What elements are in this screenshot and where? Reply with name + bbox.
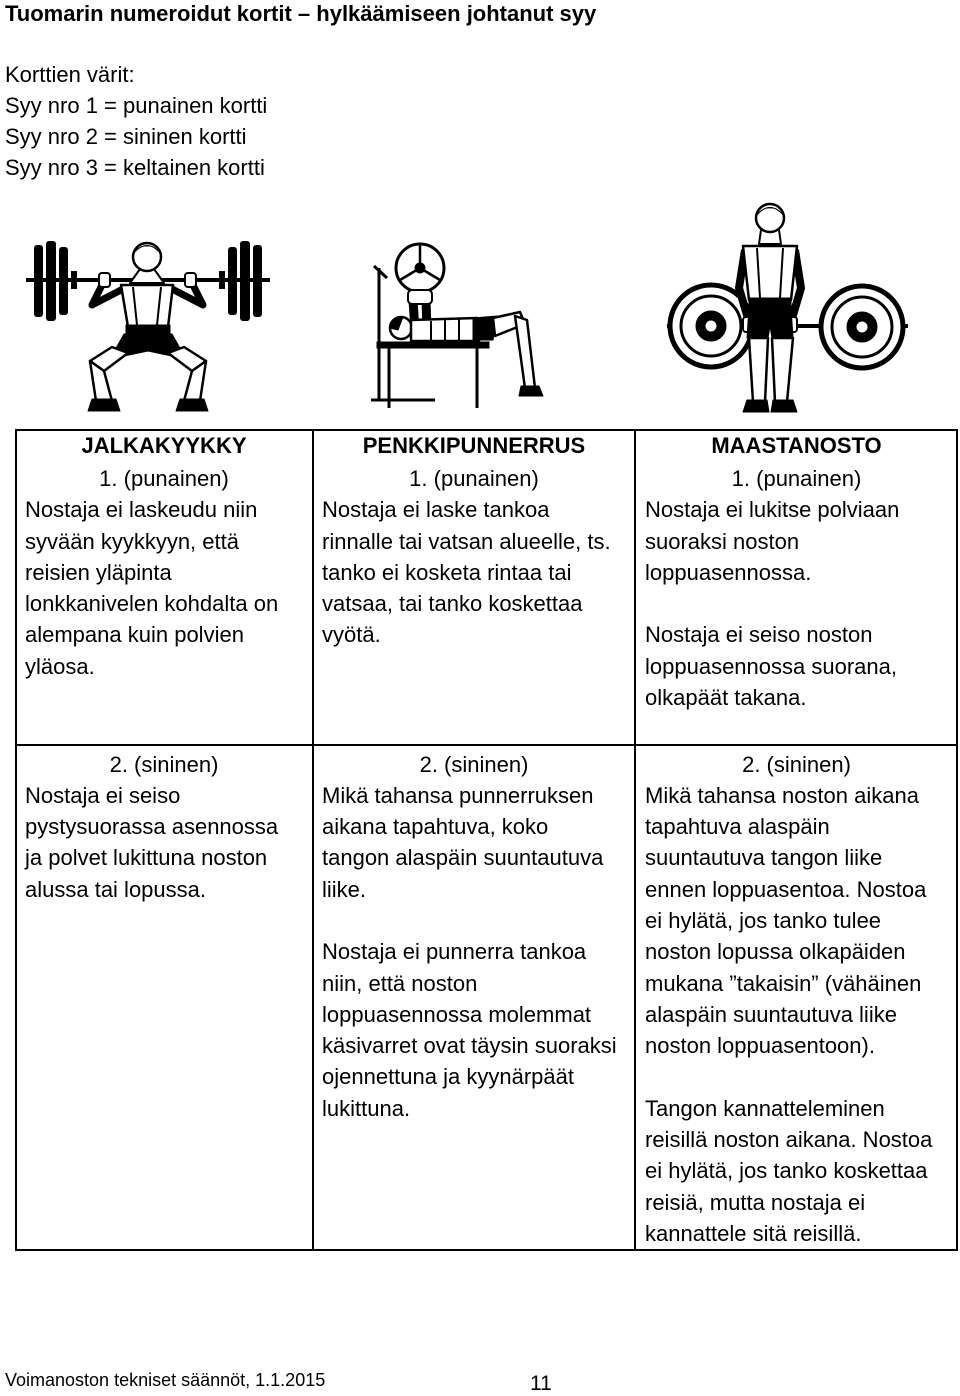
rule-text-line: vyötä. <box>322 622 381 648</box>
rule-text-line: mukana ”takaisin” (vähäinen <box>645 970 922 996</box>
rule-paragraph <box>313 936 635 1124</box>
rule-text-line: liike. <box>322 876 367 902</box>
card-colors-heading: Korttien värit: <box>5 62 135 87</box>
card-label: 1. (punainen) <box>731 466 862 491</box>
page-number: 11 <box>530 1372 552 1395</box>
squat-illustration <box>20 235 275 420</box>
rule-text-line: suuntautuva tangon liike <box>645 845 883 871</box>
rule-text-line: Mikä tahansa noston aikana <box>645 782 919 808</box>
rule-paragraph <box>635 1093 958 1249</box>
rule-text-line: olkapäät takana. <box>645 685 807 711</box>
rule-text-line: suoraksi noston <box>645 528 800 554</box>
rule-text-line: noston lopussa olkapäiden <box>645 939 906 965</box>
bench-press-illustration <box>365 238 545 415</box>
rule-text-line: käsivarret ovat täysin suoraksi <box>322 1033 617 1059</box>
rule-text-line: ja polvet lukittuna noston <box>25 845 268 871</box>
rule-paragraph <box>15 780 313 905</box>
rule-text-line: Mikä tahansa punnerruksen <box>322 782 594 808</box>
footer-text: Voimanoston tekniset säännöt, 1.1.2015 <box>5 1370 326 1390</box>
cell-bench-press-blue-card <box>313 749 635 1125</box>
table-row-divider <box>15 744 958 746</box>
lifter-figure <box>739 204 801 412</box>
rule-text-line: alaspäin suuntautuva liike <box>645 1001 897 1027</box>
rule-text-line: aikana tapahtuva, koko <box>322 814 549 840</box>
rule-text-line: niin, että noston <box>322 970 478 996</box>
rule-text-line: reisillä noston aikana. Nostoa <box>645 1127 933 1153</box>
rule-paragraph <box>635 619 958 713</box>
rule-paragraph <box>635 780 958 1062</box>
cell-deadlift-blue-card <box>635 749 958 1250</box>
weight-plate <box>396 244 444 292</box>
rule-paragraph <box>15 494 313 682</box>
rule-text-line: Nostaja ei seiso noston <box>645 622 873 648</box>
rule-text-line: reisiä, mutta nostaja ei <box>645 1189 866 1215</box>
cell-squat-blue-card <box>15 749 313 905</box>
lifter-figure <box>88 243 208 411</box>
rule-text-line: tangon alaspäin suuntautuva <box>322 845 604 871</box>
card-label: 1. (punainen) <box>409 466 539 491</box>
rule-text-line: alempana kuin polvien <box>25 622 244 648</box>
rule-paragraph <box>313 780 635 905</box>
bench <box>377 342 489 408</box>
card-color-item: Syy nro 1 = punainen kortti <box>5 93 268 118</box>
card-label: 1. (punainen) <box>99 466 229 491</box>
rule-text-line: syvään kyykkyyn, että <box>25 528 239 554</box>
column-header-squat: JALKAKYYKKY <box>81 433 247 458</box>
cell-bench-press-red-card <box>313 463 635 651</box>
column-header-deadlift: MAASTANOSTO <box>711 433 882 458</box>
rule-text-line: loppuasennossa molemmat <box>322 1001 592 1027</box>
rule-text-line: vatsaa, tai tanko koskettaa <box>322 591 583 617</box>
rule-text-line: ennen loppuasentoa. Nostoa <box>645 876 927 902</box>
card-label: 2. (sininen) <box>109 751 219 777</box>
rule-paragraph <box>635 494 958 588</box>
rule-text-line: loppuasennossa. <box>645 559 812 585</box>
rule-text-line: loppuasennossa suorana, <box>645 653 897 679</box>
card-label: 2. (sininen) <box>742 751 851 777</box>
rule-text-line: Nostaja ei punnerra tankoa <box>322 939 587 965</box>
rule-text-line: Nostaja ei laskeudu niin <box>25 497 258 523</box>
page-title: Tuomarin numeroidut kortit – hylkäämiseen johtanut syy <box>5 1 597 26</box>
rule-text-line: tanko ei kosketa rintaa tai <box>322 559 572 585</box>
rule-text-line: Nostaja ei seiso <box>25 782 181 808</box>
cell-deadlift-red-card <box>635 463 958 713</box>
rule-text-line: ojennettuna ja kyynärpäät <box>322 1064 574 1090</box>
rule-text-line: alussa tai lopussa. <box>25 876 206 902</box>
rule-text-line: Nostaja ei lukitse polviaan <box>645 497 900 523</box>
cell-squat-red-card <box>15 463 313 682</box>
rule-text-line: kannattele sitä reisillä. <box>645 1220 862 1246</box>
rule-text-line: ei hylätä, jos tanko koskettaa <box>645 1158 928 1184</box>
card-label: 2. (sininen) <box>419 751 529 777</box>
column-header-bench-press: PENKKIPUNNERRUS <box>362 433 586 458</box>
rule-text-line: Nostaja ei laske tankoa <box>322 497 550 523</box>
rule-text-line: noston loppuasentoon). <box>645 1033 875 1059</box>
card-color-item: Syy nro 3 = keltainen kortti <box>5 155 265 180</box>
card-colors-legend <box>5 59 267 183</box>
rule-text-line: yläosa. <box>25 653 95 679</box>
rule-text-line: pystysuorassa asennossa <box>25 814 279 840</box>
card-color-item: Syy nro 2 = sininen kortti <box>5 124 247 149</box>
rule-text-line: rinnalle tai vatsan alueelle, ts. <box>322 528 611 554</box>
rule-text-line: ei hylätä, jos tanko tulee <box>645 907 882 933</box>
rule-text-line: reisien yläpinta <box>25 559 172 585</box>
deadlift-illustration <box>665 198 910 418</box>
rule-text-line: lukittuna. <box>322 1095 411 1121</box>
rule-text-line: lonkkanivelen kohdalta on <box>25 591 279 617</box>
rule-text-line: Tangon kannatteleminen <box>645 1095 885 1121</box>
rule-text-line: tapahtuva alaspäin <box>645 814 830 840</box>
rule-paragraph <box>313 494 635 650</box>
